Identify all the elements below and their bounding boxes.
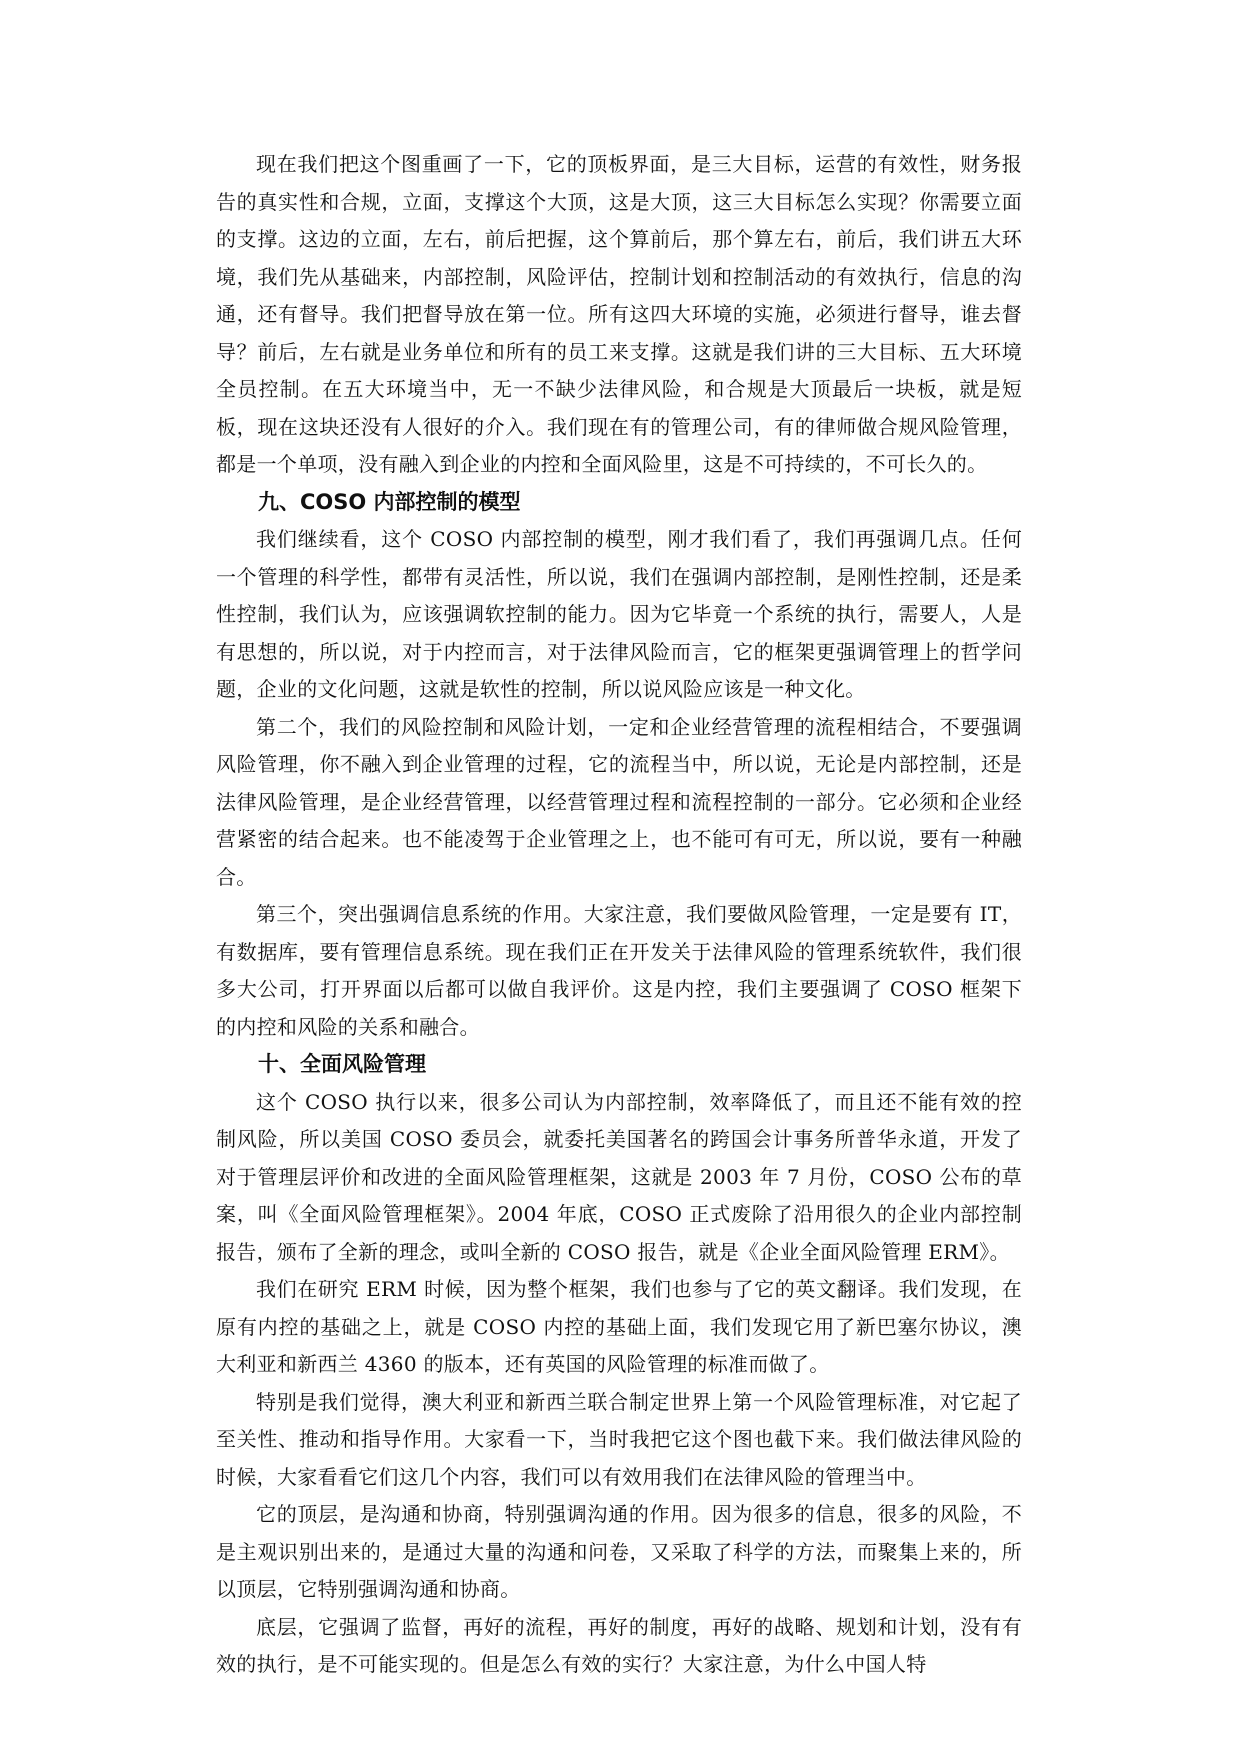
document-page: [216, 146, 1022, 1684]
paragraph: 特别是我们觉得，澳大利亚和新西兰联合制定世界上第一个风险管理标准，对它起了至关性、推动和指导作用。大家看一下，当时我把它这个图也截下来。我们做法律风险的时候，大家看看它们这几个内容，我们可以有效用我们在法律风险的管理当中。: [216, 1389, 1022, 1489]
paragraph: 我们继续看，这个 COSO 内部控制的模型，刚才我们看了，我们再强调几点。任何一个管理的科学性，都带有灵活性，所以说，我们在强调内部控制，是刚性控制，还是柔性控制，我们认为，应该强调软控制的能力。因为它毕竟一个系统的执行，需要人，人是有思想的，所以说，对于内控而言，对于法律风险而言，它的框架更强调管理上的哲学问题，企业的文化问题，这就是软性的控制，所以说风险应该是一种文化。: [216, 527, 1022, 701]
section-heading: 十、全面风险管理: [258, 1052, 426, 1076]
paragraph: 现在我们把这个图重画了一下，它的顶板界面，是三大目标，运营的有效性，财务报告的真实性和合规，立面，支撑这个大顶，这是大顶，这三大目标怎么实现？你需要立面的支撑。这边的立面，左右，前后把握，这个算前后，那个算左右，前后，我们讲五大环境，我们先从基础来，内部控制，风险评估，控制计划和控制活动的有效执行，信息的沟通，还有督导。我们把督导放在第一位。所有这四大环境的实施，必须进行督导，谁去督导？前后，左右就是业务单位和所有的员工来支撑。这就是我们讲的三大目标、五大环境全员控制。在五大环境当中，无一不缺少法律风险，和合规是大顶最后一块板，就是短板，现在这块还没有人很好的介入。我们现在有的管理公司，有的律师做合规风险管理，都是一个单项，没有融入到企业的内控和全面风险里，这是不可持续的，不可长久的。: [216, 152, 1022, 476]
paragraph: 第二个，我们的风险控制和风险计划，一定和企业经营管理的流程相结合，不要强调风险管理，你不融入到企业管理的过程，它的流程当中，所以说，无论是内部控制，还是法律风险管理，是企业经营管理，以经营管理过程和流程控制的一部分。它必须和企业经营紧密的结合起来。也不能凌驾于企业管理之上，也不能可有可无，所以说，要有一种融合。: [216, 714, 1022, 889]
paragraph: 它的顶层，是沟通和协商，特别强调沟通的作用。因为很多的信息，很多的风险，不是主观识别出来的，是通过大量的沟通和问卷，又采取了科学的方法，而聚集上来的，所以顶层，它特别强调沟通和协商。: [216, 1502, 1022, 1601]
paragraph: 第三个，突出强调信息系统的作用。大家注意，我们要做风险管理，一定是要有 IT，有数据库，要有管理信息系统。现在我们正在开发关于法律风险的管理系统软件，我们很多大公司，打开界面以后都可以做自我评价。这是内控，我们主要强调了 COSO 框架下的内控和风险的关系和融合。: [216, 902, 1022, 1039]
paragraph: 我们在研究 ERM 时候，因为整个框架，我们也参与了它的英文翻译。我们发现，在原有内控的基础之上，就是 COSO 内控的基础上面，我们发现它用了新巴塞尔协议，澳大利亚和新西兰 4360 的版本，还有英国的风险管理的标准而做了。: [216, 1277, 1022, 1376]
paragraph: 这个 COSO 执行以来，很多公司认为内部控制，效率降低了，而且还不能有效的控制风险，所以美国 COSO 委员会，就委托美国著名的跨国会计事务所普华永道，开发了对于管理层评价和改进的全面风险管理框架，这就是 2003 年 7 月份，COSO 公布的草案，叫《全面风险管理框架》。2004 年底，COSO 正式废除了沿用很久的企业内部控制报告，颁布了全新的理念，或叫全新的 COSO 报告，就是《企业全面风险管理 ERM》。: [216, 1089, 1022, 1264]
paragraph: 底层，它强调了监督，再好的流程，再好的制度，再好的战略、规划和计划，没有有效的执行，是不可能实现的。但是怎么有效的实行？大家注意，为什么中国人特: [216, 1614, 1022, 1676]
section-heading: 九、COSO 内部控制的模型: [258, 489, 521, 514]
